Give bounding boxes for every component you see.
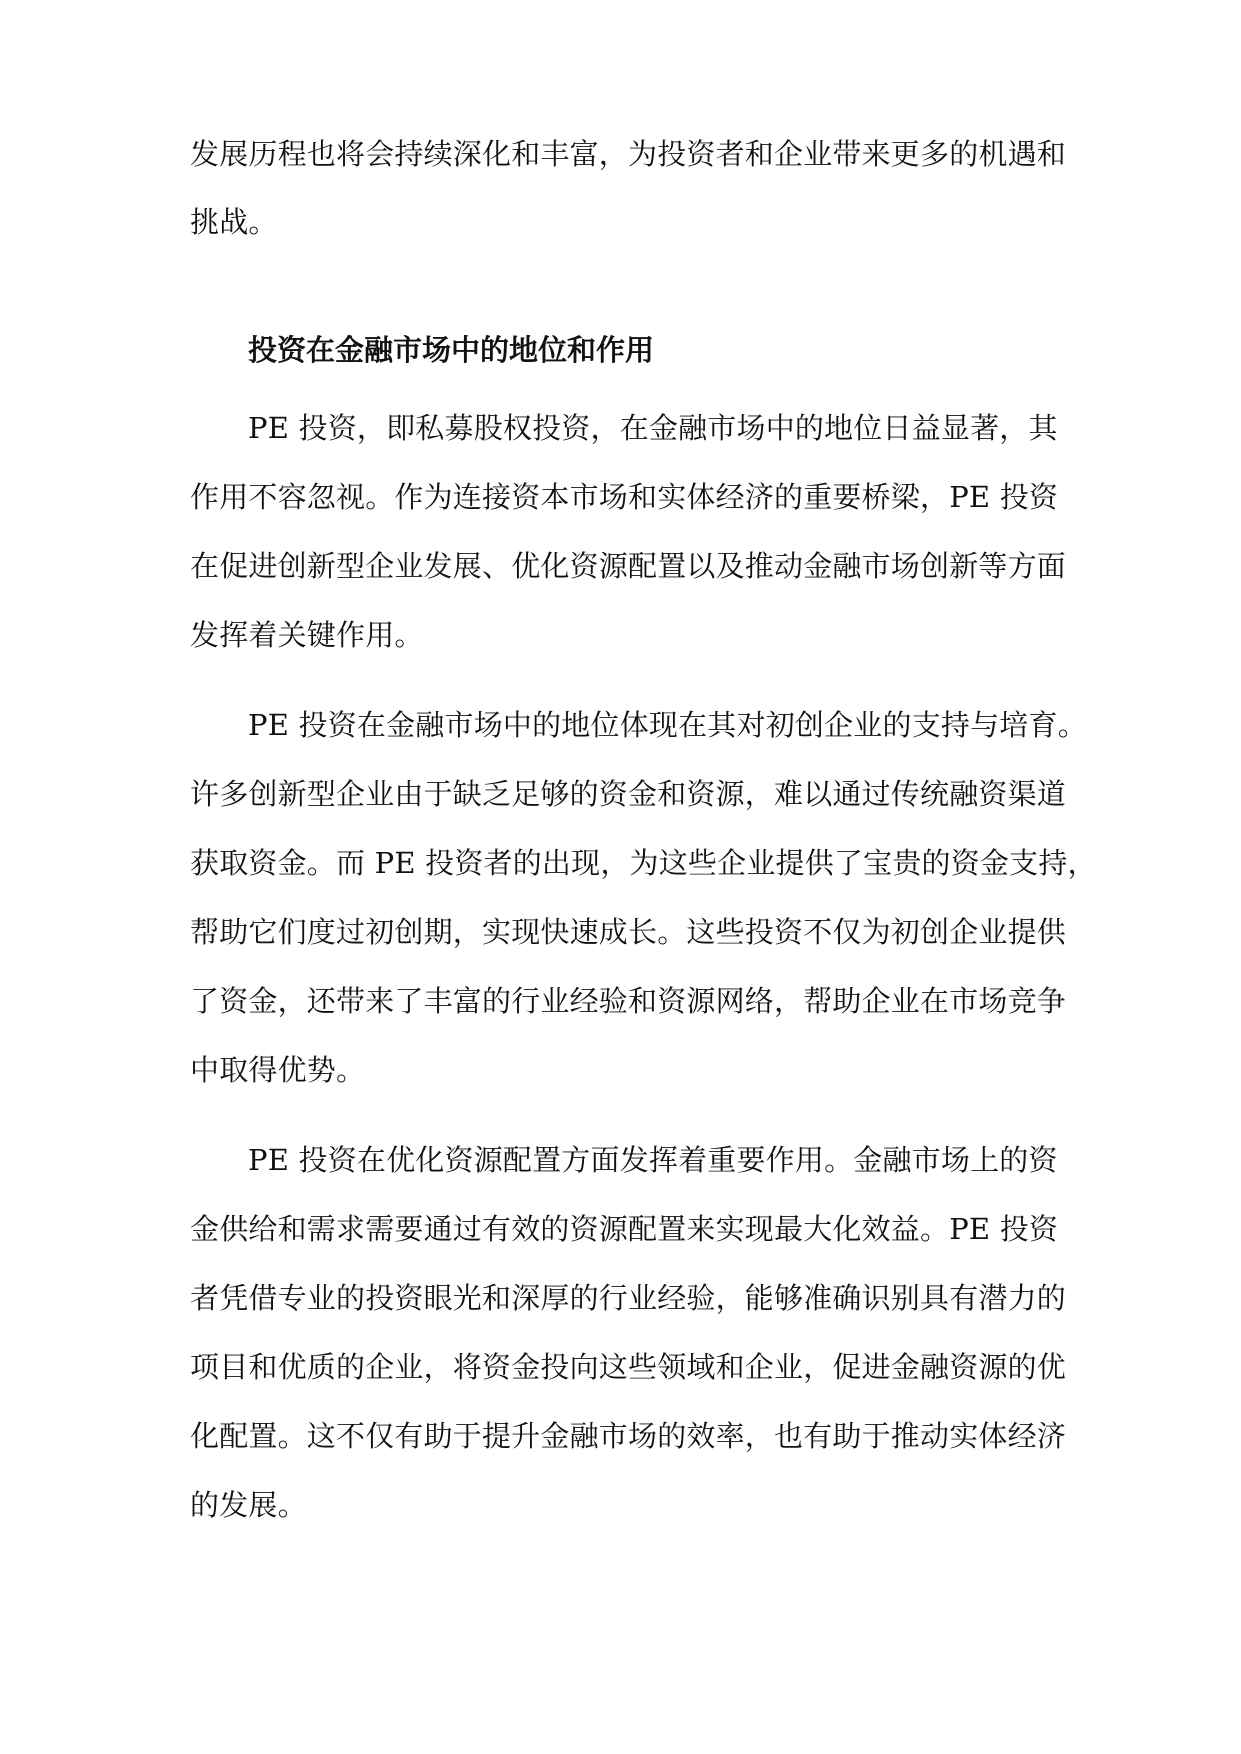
paragraph-line: 作用不容忽视。作为连接资本市场和实体经济的重要桥梁，PE 投资: [190, 480, 1059, 514]
paragraph-line: 化配置。这不仅有助于提升金融市场的效率，也有助于推动实体经济: [190, 1419, 1067, 1453]
paragraph-line: PE 投资在金融市场中的地位体现在其对初创企业的支持与培育。: [248, 708, 1087, 742]
body-text-line: 发展历程也将会持续深化和丰富，为投资者和企业带来更多的机遇和: [190, 137, 1067, 171]
paragraph-line: 中取得优势。: [190, 1053, 366, 1087]
section-heading: 投资在金融市场中的地位和作用: [248, 333, 655, 367]
paragraph-line: 在促进创新型企业发展、优化资源配置以及推动金融市场创新等方面: [190, 549, 1067, 583]
paragraph-line: 许多创新型企业由于缺乏足够的资金和资源，难以通过传统融资渠道: [190, 777, 1067, 811]
paragraph-line: PE 投资在优化资源配置方面发挥着重要作用。金融市场上的资: [248, 1143, 1058, 1177]
paragraph-line: 帮助它们度过初创期，实现快速成长。这些投资不仅为初创企业提供: [190, 915, 1067, 949]
paragraph-line: PE 投资，即私募股权投资，在金融市场中的地位日益显著，其: [248, 411, 1058, 445]
paragraph-line: 获取资金。而 PE 投资者的出现，为这些企业提供了宝贵的资金支持，: [190, 846, 1097, 880]
paragraph-line: 者凭借专业的投资眼光和深厚的行业经验，能够准确识别具有潜力的: [190, 1281, 1067, 1315]
paragraph-line: 金供给和需求需要通过有效的资源配置来实现最大化效益。PE 投资: [190, 1212, 1059, 1246]
paragraph-line: 发挥着关键作用。: [190, 618, 424, 652]
paragraph-line: 的发展。: [190, 1488, 307, 1522]
body-text-line: 挑战。: [190, 205, 278, 239]
paragraph-line: 了资金，还带来了丰富的行业经验和资源网络，帮助企业在市场竞争: [190, 984, 1067, 1018]
paragraph-line: 项目和优质的企业，将资金投向这些领域和企业，促进金融资源的优: [190, 1350, 1067, 1384]
